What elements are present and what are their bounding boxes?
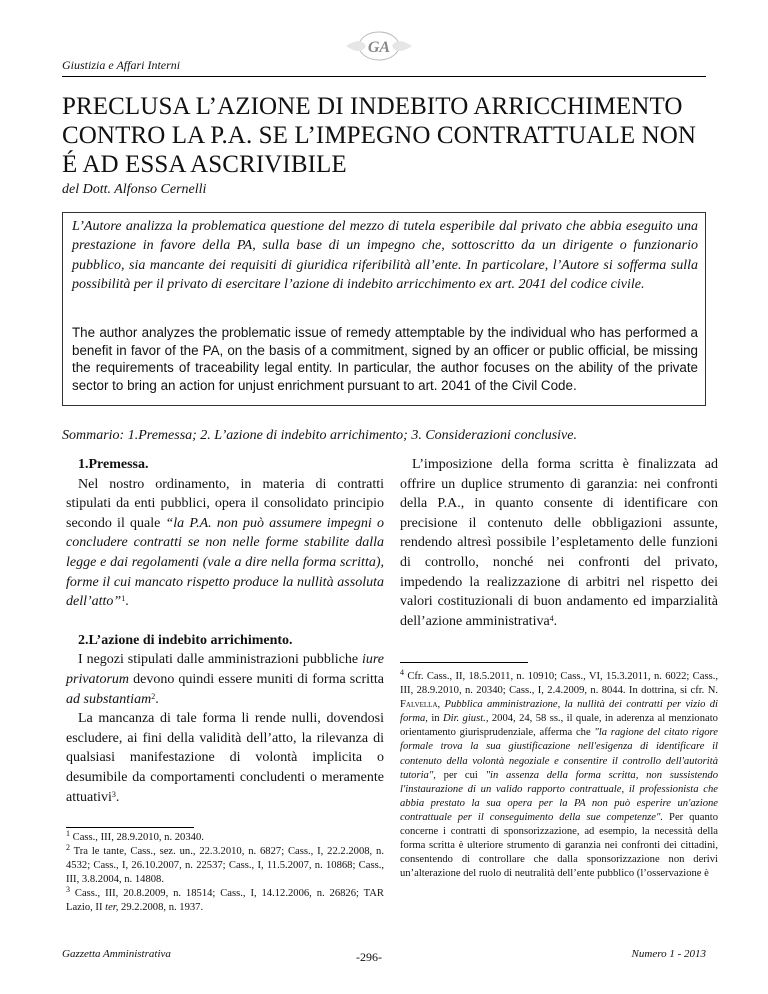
section-heading-azione: 2.L’azione di indebito arrichimento.	[78, 632, 293, 648]
abstract-english: The author analyzes the problematic issue of remedy attemptable by the individual who has performed a benefit in favor of the PA, on the basis of a commitment, signed by an officer or public official, be missing the requirements of traceability legal entity. In particular, the author focuses on the ability of the private sector to bring an action for unjust enrichment pursuant to art. 2041 of the Civil Code.	[72, 325, 698, 393]
footnote-ref[interactable]: 4	[549, 613, 554, 623]
running-header-journal: Giustizia e Affari Interni	[62, 58, 181, 72]
header-rule	[62, 76, 706, 77]
footnote-2	[66, 845, 384, 887]
text-run: .	[125, 594, 129, 610]
page-number: -296-	[356, 950, 382, 964]
footnote-quote: "la ragione del citato rigore formale trova la sua giustificazione nell'esigenza di identificare il contenuto della volontà negoziale e consentire il controllo dell'autorità tutoria",	[400, 727, 718, 781]
quote-run: “la P.A. non può assumere impegni o concludere contratti se non nelle forme stabilite dalla legge e dai regolamenti (vale a dire nella forma scritta), forme il cui mancato rispetto produce la nullità assoluta dell’atto”	[66, 515, 384, 610]
footnote-text: 29.2.2008, n. 1937.	[118, 902, 204, 914]
left-column	[66, 455, 384, 807]
footnote-text: 2004, 24, 58 ss., il quale, in aderenza al menzionato orientamento giurisprudenziale, afferma che	[400, 713, 718, 739]
footnote-text: Cfr. Cass., II, 18.5.2011, n. 10910; Cass., VI, 15.3.2011, n. 6022; Cass., III, 28.9.2010, n. 20340; Cass., I, 2.4.2009, n. 8044. In dottrina, si cfr. N.	[400, 671, 718, 697]
footnote-text: per cui	[435, 769, 486, 781]
footnote-text: in	[427, 713, 443, 725]
article-title: PRECLUSA L’AZIONE DI INDEBITO ARRICCHIMENTO CONTRO LA P.A. SE L’IMPEGNO CONTRATTUALE NON É AD ESSA ASCRIVIBILE	[62, 93, 697, 178]
text-run: La mancanza di tale forma li rende nulli, dovendosi escludere, ai fini della validità dell’atto, la rilevanza di qualsiasi manifestazione di volontà implicita o desumibile da comportamenti concludenti o meramente attuativi	[66, 711, 384, 805]
text-run: .	[553, 613, 558, 629]
footnote-1	[66, 831, 384, 845]
text-run: Nel nostro ordinamento, in materia di contratti stipulati da enti pubblici, opera il consolidato principio secondo il quale	[66, 476, 384, 531]
footnote-text: Cass., III, 20.8.2009, n. 18514; Cass., I, 14.12.2006, n. 26826; TAR Lazio, II	[66, 888, 384, 914]
italic-run: iure privatorum	[66, 652, 384, 687]
footer-issue: Numero 1 - 2013	[631, 948, 706, 960]
footnote-quote: "in assenza della forma scritta, non sussistendo l'instaurazione di un valido rapporto contrattuale, il professionista che abbia prestato la sua opera per la PA non può esperire un'azione contrattuale per il conseguimento della sue competenze".	[400, 769, 718, 823]
footnote-number: 1	[66, 829, 70, 838]
footnote-text: Tra le tante, Cass., sez. un., 22.3.2010, n. 6827; Cass., I, 22.2.2008, n. 4532; Cass., I, 26.10.2007, n. 22537; Cass., I, 11.5.2007, n. 10868; Cass., III, 3.8.2004, n. 14808.	[66, 846, 384, 886]
logo-text: GA	[367, 39, 391, 56]
article-author: del Dott. Alfonso Cernelli	[62, 182, 207, 197]
paragraph-mancanza	[66, 709, 384, 807]
journal-logo	[336, 26, 422, 66]
footer-journal: Gazzetta Amministrativa	[62, 948, 171, 960]
footnote-number: 4	[400, 668, 404, 677]
footnote-ref[interactable]: 1	[121, 594, 126, 604]
footnote-author: Falvella	[400, 699, 438, 711]
left-footnotes	[66, 831, 384, 916]
paragraph-negozi	[66, 650, 384, 709]
footnote-italic: ter,	[105, 902, 119, 914]
footnote-ref[interactable]: 3	[111, 789, 116, 799]
section-heading-premessa: 1.Premessa.	[78, 457, 149, 472]
footnote-number: 2	[66, 843, 70, 853]
footnote-rule	[400, 662, 528, 663]
footnote-number: 3	[66, 885, 70, 895]
footnote-text: Cass., III, 28.9.2010, n. 20340.	[70, 832, 204, 843]
text-run: .	[115, 789, 120, 805]
footnote-journal: Dir. giust.,	[442, 713, 489, 725]
paragraph-forma-scritta	[400, 455, 718, 631]
right-column	[400, 455, 718, 631]
paragraph-premessa	[66, 475, 384, 612]
text-run: devono quindi essere muniti di forma scritta	[129, 671, 384, 687]
text-run: .	[155, 691, 159, 707]
abstract-italian: L’Autore analizza la problematica questione del mezzo di tutela esperibile dal privato che abbia eseguito una prestazione in favore della PA, sulla base di un impegno che, sottoscritto da un dirigente o funzionario pubblico, sia mancante dei requisiti di giuridica riferibilità all’ente. In particolare, l’Autore si sofferma sulla possibilità per il privato di esercitare l’azione di indebito arricchimento ex art. 2041 del codice civile.	[72, 219, 698, 293]
text-run: I negozi stipulati dalle amministrazioni pubbliche	[78, 652, 362, 668]
text-run: L’imposizione della forma scritta è finalizzata ad offrire un duplice strumento di garanzia: nei confronti della P.A., in quanto consente di identificare con precisione il contenuto delle obbligazioni assunte, rendendo altresì possibile l’espletamento delle funzioni di controllo, nonché nei confronti del privato, impedendo la realizzazione di arbitri nel rispetto dei valori costituzionali di buon andamento ed imparzialità dell’azione amministrativa	[400, 457, 718, 629]
footnote-text: ,	[437, 699, 445, 711]
article-summary: Sommario: 1.Premessa; 2. L’azione di indebito arrichimento; 3. Considerazioni conclusive.	[62, 428, 577, 443]
footnote-rule	[66, 827, 194, 828]
footnote-3	[66, 887, 384, 915]
footnote-4	[400, 670, 718, 881]
italic-run: ad substantiam	[66, 691, 152, 707]
right-footnote	[400, 670, 718, 881]
footnote-ref[interactable]: 2	[151, 691, 156, 701]
footnote-title: Pubblica amministrazione, la nullità dei contratti per vizio di forma,	[400, 699, 718, 725]
footnote-text: Per quanto concerne i contratti di sponsorizzazione, ad esempio, la necessità della forma scritta è ulteriore strumento di garanzia nei confronti dei cittadini, consentendo di controllare che dalla sponsorizzazione non derivi un’alterazione del ruolo di neutralità dell’ente pubblico (l’osservazione è	[400, 811, 718, 880]
